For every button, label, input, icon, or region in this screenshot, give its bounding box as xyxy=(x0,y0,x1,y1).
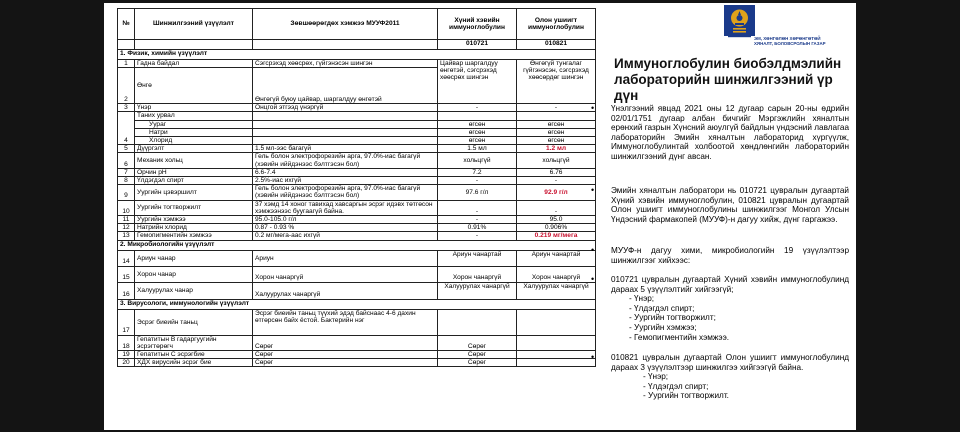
row-name: ХДХ вирусийн эсрэг бие xyxy=(135,359,253,367)
sub-list-item: - Уургийн тогтворжилт; xyxy=(629,313,716,323)
table-row xyxy=(118,185,596,200)
section-row xyxy=(118,299,596,309)
row-no: 20 xyxy=(118,359,135,367)
row-spec: Ариун xyxy=(253,250,438,266)
table-row xyxy=(118,351,596,359)
row-no: 19 xyxy=(118,351,135,359)
bullet-item xyxy=(591,246,849,265)
subrow-v1: өгсөн xyxy=(438,128,517,136)
row-spec: Сөрөг xyxy=(253,335,438,350)
header-product2: Олон ушиигт иммуноглобулин xyxy=(517,9,596,40)
row-v1: - xyxy=(438,177,517,185)
row-v1: Цайвар шаргалдуу өнгөтэй, сэгсрэхэд хөөсрөх шингэн xyxy=(438,60,517,104)
bullet-text: Үнэлгээний явцад 2021 оны 12 дугаар сарын 20-ны өдрийн 02/01/1751 дугаар албан бичгийг Мэргэжлийн хяналтын ерөнхий газрын Хүнсний аюулгүй байдлын үндэсний лавлагаа лабораторийн Эмийн хяналтын лабораторид хүргүүлж, Иммуноглобулинтай холбоотой хөндлөнгийн лабораторийн шинжилгээний дүнг авсан. xyxy=(611,104,849,161)
sub-list-item: - Үнэр; xyxy=(643,372,669,382)
results-table xyxy=(117,8,596,367)
row-no: 11 xyxy=(118,216,135,224)
row-name: Эсрэг биеийн таньц xyxy=(135,309,253,335)
row-name: Механик хольц xyxy=(135,153,253,168)
row-name: Гепатитын В гадаргуугийн эсрэгтөрөгч xyxy=(135,335,253,350)
section-row xyxy=(118,50,596,60)
row-name: Гемопигментийн хэмжээ xyxy=(135,232,253,240)
row-v1: хольцгүй xyxy=(438,153,517,168)
subrow-name: Хлорид xyxy=(135,137,253,145)
bullet-item xyxy=(591,275,849,342)
row-v2: Ариун чанартай xyxy=(517,250,596,266)
row-name: Натрийн хлорид xyxy=(135,224,253,232)
sub-list-item: - Гемопигментийн хэмжээ. xyxy=(629,332,730,342)
header-test-name: Шинжилгээний үзүүлэлт xyxy=(135,9,253,40)
table-row xyxy=(118,224,596,232)
header-product1: Хүний хэвийн иммуноглобулин xyxy=(438,9,517,40)
row-no: 1 xyxy=(118,60,135,68)
row-name: Уургийн тогтворжилт xyxy=(135,200,253,215)
header-spec: Зөвшөөрөгдөх хэмжээ МУУФ2011 xyxy=(253,9,438,40)
row-name: Уургийн цэвэршилт xyxy=(135,185,253,200)
table-row xyxy=(118,250,596,266)
sub-list-item: - Үлдэгдэл спирт; xyxy=(643,381,709,391)
row-v2: 0.906% xyxy=(517,224,596,232)
row-v2 xyxy=(517,335,596,350)
row-spec: Өнгөгүй буюу цайвар, шаргалдуу өнгөтэй xyxy=(253,68,438,104)
row-no: 16 xyxy=(118,282,135,299)
row-no: 6 xyxy=(118,153,135,168)
row-name: Орчин pH xyxy=(135,168,253,176)
bullet-item xyxy=(591,353,849,401)
row-spec: 6.6-7.4 xyxy=(253,168,438,176)
row-no: 18 xyxy=(118,335,135,350)
table-row xyxy=(118,112,596,120)
sub-list-item: - Уургийн тогтворжилт. xyxy=(643,391,729,401)
row-name: Үлдэгдэл спирт xyxy=(135,177,253,185)
section-row xyxy=(118,240,596,250)
row-v1: Сөрөг xyxy=(438,335,517,350)
row-spec: Халуурулах чанаргүй xyxy=(253,282,438,299)
section-title: 3. Вирусологи, иммунологийн үзүүлэлт xyxy=(118,299,596,309)
row-v1: 1.5 мл xyxy=(438,145,517,153)
table-row xyxy=(118,359,596,367)
bullet-text: МУУФ-н дагуу хими, микробиологийн 19 үзүүлэлтээр шинжилгээг хийхээс: xyxy=(611,246,849,265)
row-name: Өнгө xyxy=(135,68,253,104)
table-row xyxy=(118,335,596,350)
subrow-v1: өгсөн xyxy=(438,137,517,145)
row-no: 13 xyxy=(118,232,135,240)
bullet-icon: • xyxy=(591,274,595,284)
bullet-item xyxy=(591,186,849,224)
row-v2 xyxy=(517,359,596,367)
subrow-v2: өгсөн xyxy=(517,137,596,145)
table-subrow xyxy=(118,128,596,136)
row-spec: Сэгсрэхэд хөөсрөх, гүйгэнэсэн шингэн xyxy=(253,60,438,68)
row-v1: - xyxy=(438,216,517,224)
row-v1: 97.6 г/л xyxy=(438,185,517,200)
row-no: 8 xyxy=(118,177,135,185)
row-spec: 0.2 мг/мега-аас ихгүй xyxy=(253,232,438,240)
table-row xyxy=(118,60,596,68)
table-row xyxy=(118,145,596,153)
row-name: Дүүргэлт xyxy=(135,145,253,153)
row-v2-highlight: 0.219 мг/мега xyxy=(517,232,596,240)
row-spec: Сөрөг xyxy=(253,359,438,367)
row-spec: Гель болон электрофорезийн арга, 97.0%-иас багагүй (хэвийн иййдэнээс бэлтгэсэн бол) xyxy=(253,185,438,200)
row-name: Үнэр xyxy=(135,104,253,112)
row-name: Хорон чанар xyxy=(135,266,253,282)
row-spec: Эсрэг биеийн таньц түүхий эдэд байснаас 4-6 дахин өтгөрсөн байх ёстой. Бактерийн нэг xyxy=(253,309,438,335)
row-v1: 0.91% xyxy=(438,224,517,232)
row-spec: Сөрөг xyxy=(253,351,438,359)
bullet-text: 010721 цувралын дугаартай Хүний хэвийн иммуноглобулинд дараах 5 үзүүлэлтийг хийгээгүй; xyxy=(611,275,849,294)
table-row xyxy=(118,153,596,168)
row-no: 10 xyxy=(118,200,135,215)
header-no: № xyxy=(118,9,135,40)
row-spec: 0.87 - 0.93 % xyxy=(253,224,438,232)
row-v1: Хорон чанаргүй xyxy=(438,266,517,282)
row-v2-highlight: 92.9 г/л xyxy=(517,185,596,200)
row-name: Уургийн хэмжээ xyxy=(135,216,253,224)
row-v1: Халуурулах чанаргүй xyxy=(438,282,517,299)
row-no: 9 xyxy=(118,185,135,200)
bullet-item xyxy=(591,104,849,162)
row-no: 17 xyxy=(118,309,135,335)
section-title: 1. Физик, химийн үзүүлэлт xyxy=(118,50,596,60)
row-no: 14 xyxy=(118,250,135,266)
row-no: 15 xyxy=(118,266,135,282)
row-no: 12 xyxy=(118,224,135,232)
row-v2: хольцгүй xyxy=(517,153,596,168)
row-spec: 2.5%-иас ихгүй xyxy=(253,177,438,185)
table-subrow xyxy=(118,120,596,128)
table-header-row xyxy=(118,9,596,40)
row-spec: 1.5 мл-ээс багагүй xyxy=(253,145,438,153)
row-v2 xyxy=(517,351,596,359)
bullet-icon: • xyxy=(591,352,595,362)
table-row xyxy=(118,177,596,185)
row-v2: Өнгөгүй тунгалаг гүйгэнэсэн, сэгсрэхэд хөөсөрдөг шингэн xyxy=(517,60,596,104)
row-no: 5 xyxy=(118,145,135,153)
batch1: 010721 xyxy=(438,40,517,50)
row-name: Халуурулах чанар xyxy=(135,282,253,299)
row-v1: - xyxy=(438,104,517,112)
row-name: Ариун чанар xyxy=(135,250,253,266)
agency-name-line2: ХЯНАЛТ, БОЛОВСРОЛЫН ГАЗАР xyxy=(754,41,826,46)
page-title: Иммуноглобулин биобэлдмэлийн лабораторийн шинжилгээний үр дүн xyxy=(614,56,842,103)
bullet-icon: • xyxy=(591,185,595,195)
row-v2: - xyxy=(517,200,596,215)
row-v1: Ариун чанартай xyxy=(438,250,517,266)
bullet-icon: • xyxy=(591,103,595,113)
sub-list-item: - Уургийн хэмжээ; xyxy=(629,322,697,332)
bullet-text: 010821 цувралын дугаартай Олон ушиигт иммуноглобулинд дараах 3 үзүүлэлтээр шинжилгээ хийгээгүй байна. xyxy=(611,353,849,372)
batch-row xyxy=(118,40,596,50)
subrow-name: Уураг xyxy=(135,120,253,128)
subrow-name: Натри xyxy=(135,128,253,136)
row-v2-highlight: 1.2 мл xyxy=(517,145,596,153)
table-row xyxy=(118,282,596,299)
row-v1: 7.2 xyxy=(438,168,517,176)
table-row xyxy=(118,216,596,224)
bullet-text: Эмийн хяналтын лаборатори нь 010721 цувралын дугаартай Хүний хэвийн иммуноглобулин, 010821 цувралын дугаартай Олон ушиигт иммуноглобулины шинжилгээг Монгол Улсын Үндэсний фармакопей (МУУФ)-н дагуу хийж, дүнг гаргажээ. xyxy=(611,186,849,224)
row-v1: Сөрөг xyxy=(438,351,517,359)
table-row xyxy=(118,232,596,240)
row-name: Гадна байдал xyxy=(135,60,253,68)
subrow-v1: өгсөн xyxy=(438,120,517,128)
row-v1: - xyxy=(438,232,517,240)
row-v1: Сөрөг xyxy=(438,359,517,367)
subrow-v2: өгсөн xyxy=(517,128,596,136)
table-row xyxy=(118,104,596,112)
row-spec: Гель болон электрофорезийн арга, 97.0%-иас багагүй (хэвийн иййдэнээс бэлтгэсэн бол) xyxy=(253,153,438,168)
bullet-icon: • xyxy=(591,245,595,255)
table-row xyxy=(118,168,596,176)
row-v2: Халуурулах чанаргүй xyxy=(517,282,596,299)
row-v2: - xyxy=(517,104,596,112)
table-row xyxy=(118,200,596,215)
row-v2: 6.76 xyxy=(517,168,596,176)
row-name: Таних урвал xyxy=(135,112,253,120)
sub-list-item: - Үнэр; xyxy=(629,294,655,304)
document-page xyxy=(104,3,856,430)
row-spec: 37 хэмд 14 хоног тавихад хавсаргын эсрэг идэвх төтгөсон хэмжээнээс буугаагүй байна. xyxy=(253,200,438,215)
row-spec: 95.0-105.0 г/л xyxy=(253,216,438,224)
row-no: 2 xyxy=(118,68,135,104)
row-v2: - xyxy=(517,177,596,185)
table-subrow xyxy=(118,137,596,145)
row-no: 3 xyxy=(118,104,135,112)
table-row xyxy=(118,309,596,335)
row-no: 4 xyxy=(118,112,135,145)
row-spec: Онцгой этгээд үнэргүй xyxy=(253,104,438,112)
agency-name-line1: ЭМ, ХӨНГӨЛӨН ХӨРӨНГӨТӨЙ xyxy=(754,36,821,41)
subrow-v2: өгсөн xyxy=(517,120,596,128)
sub-list-item: - Үлдэгдэл спирт; xyxy=(629,303,695,313)
batch2: 010821 xyxy=(517,40,596,50)
agency-name xyxy=(754,36,836,46)
row-spec: Хорон чанаргүй xyxy=(253,266,438,282)
row-v1: - xyxy=(438,200,517,215)
row-no: 7 xyxy=(118,168,135,176)
row-v2: 95.0 xyxy=(517,216,596,224)
table-row xyxy=(118,266,596,282)
section-title: 2. Микробиологийн үзүүлэлт xyxy=(118,240,596,250)
row-v2: Хорон чанаргүй xyxy=(517,266,596,282)
row-name: Гепатитын С эсрэгбие xyxy=(135,351,253,359)
